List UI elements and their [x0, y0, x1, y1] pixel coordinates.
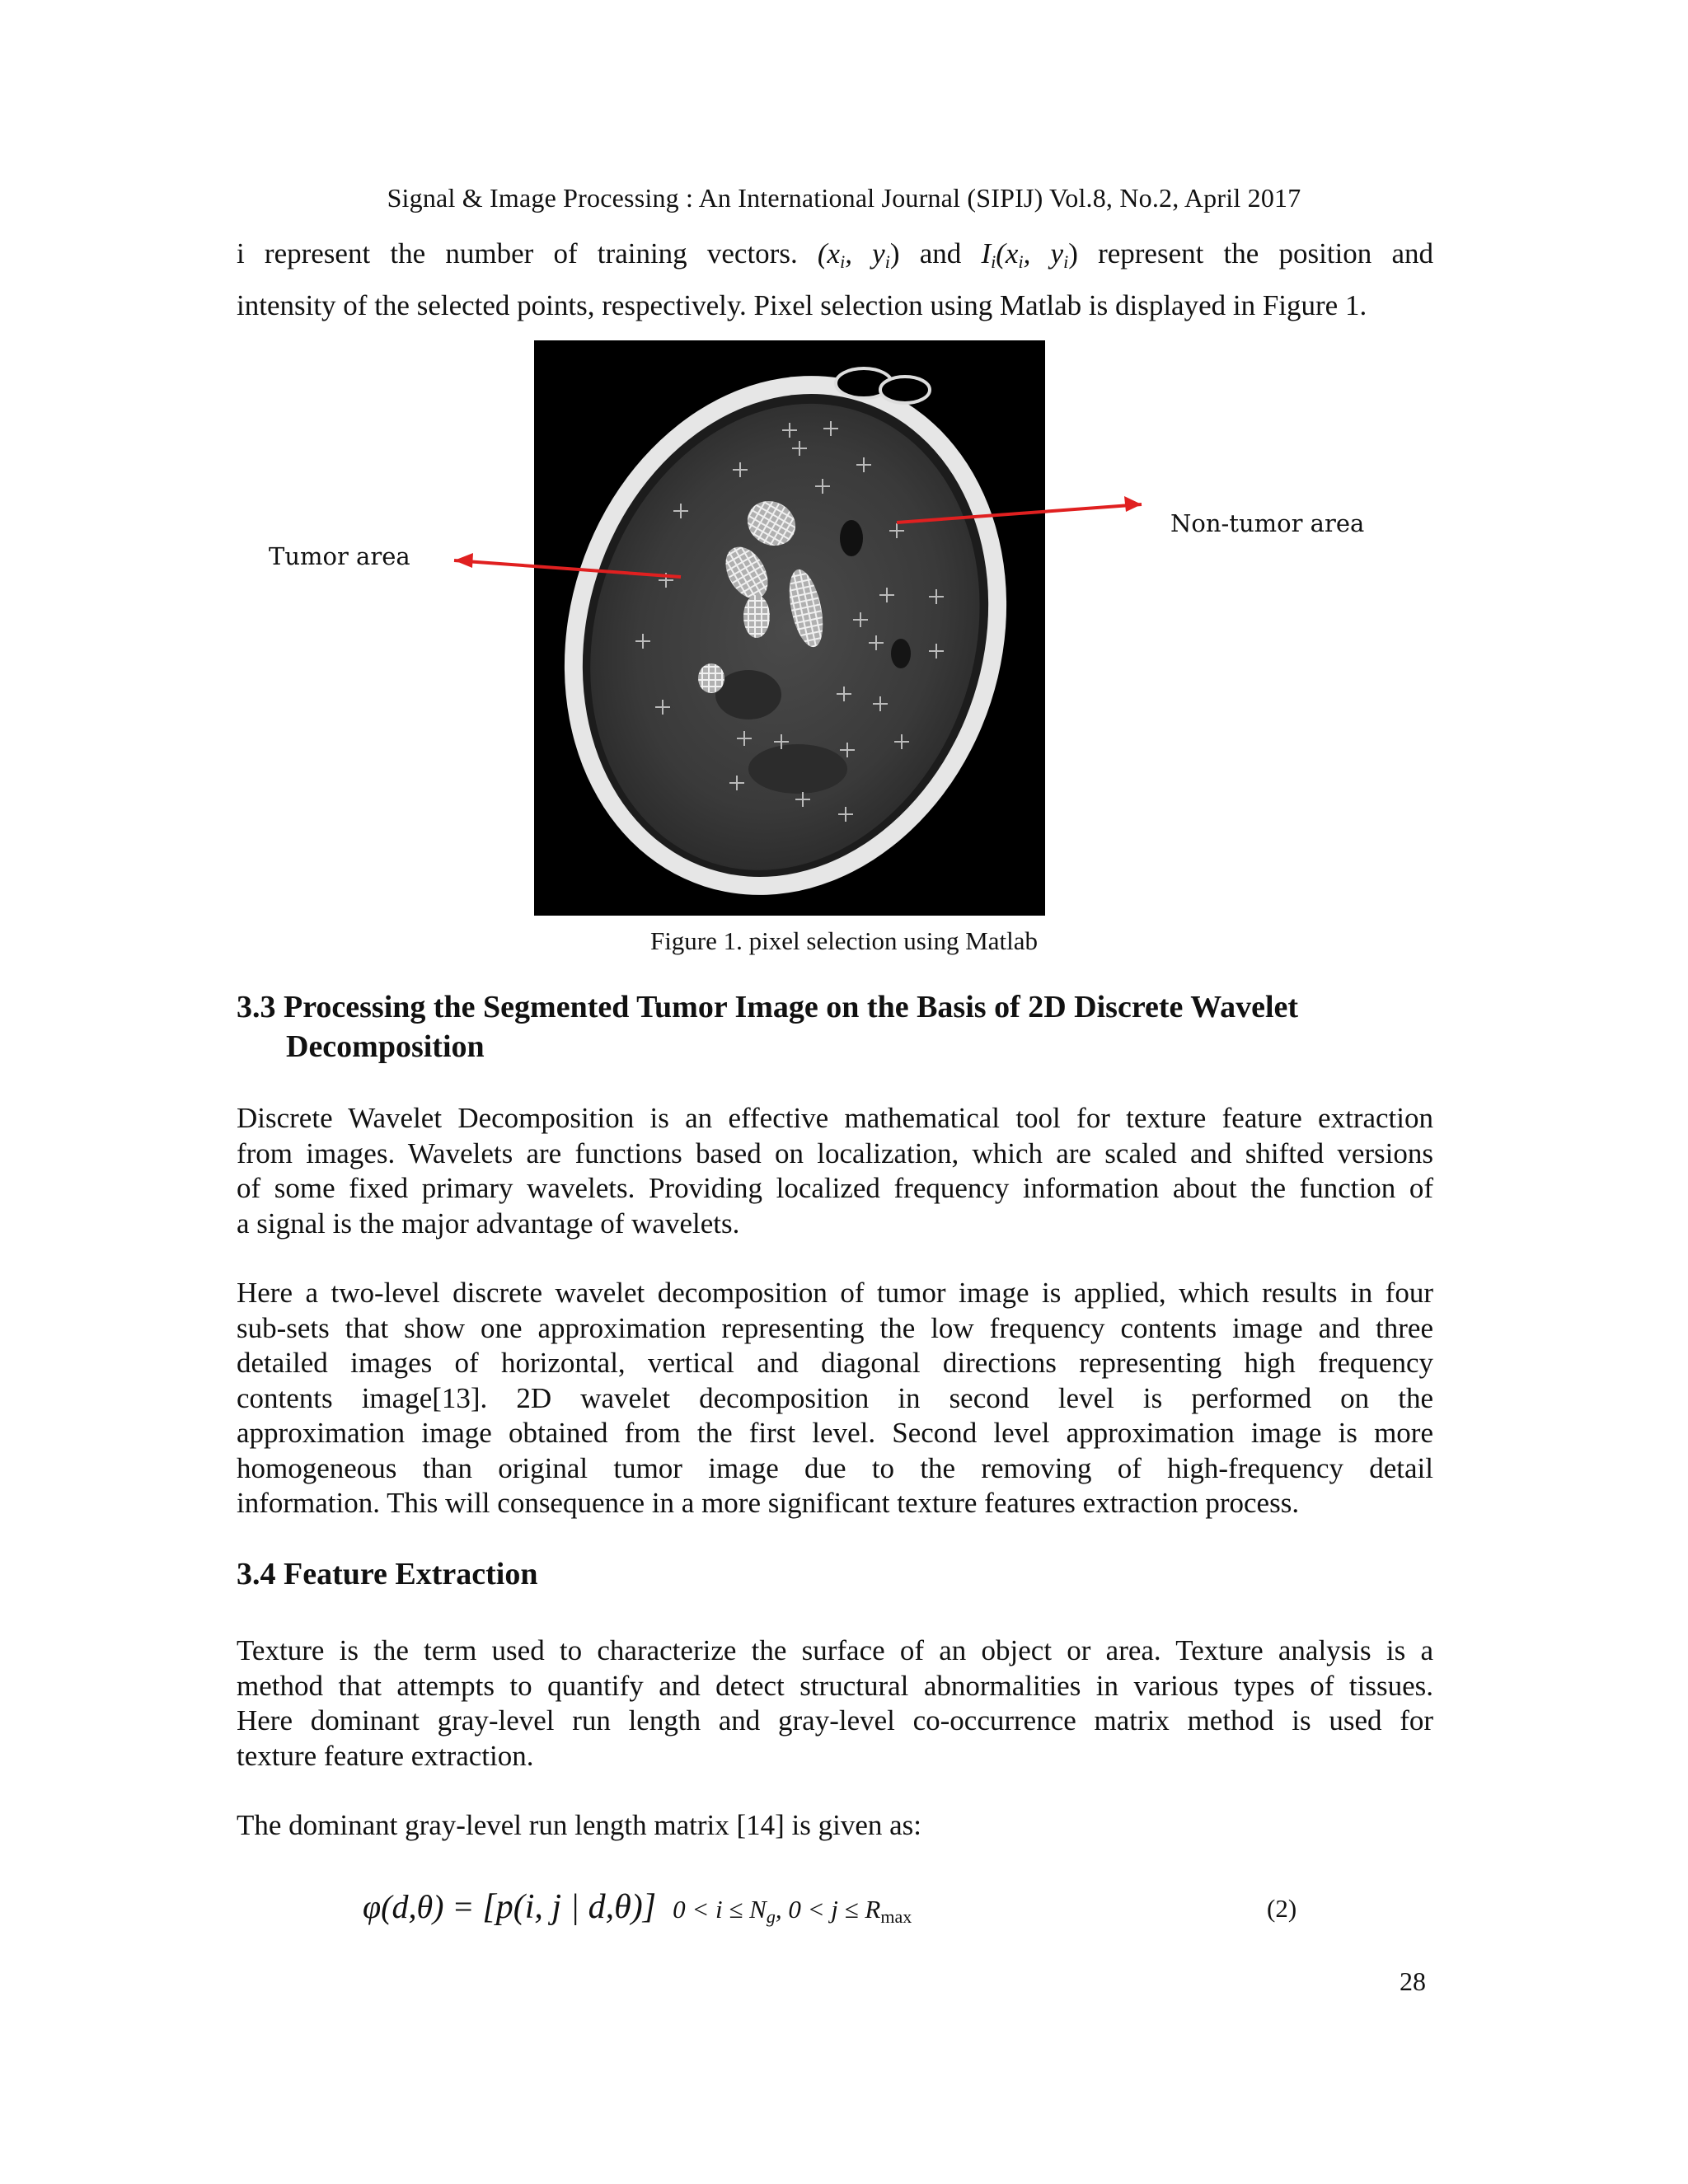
text-line: Discrete Wavelet Decomposition is an effective mathematical tool for texture feature extraction: [237, 1102, 1433, 1134]
running-header: Signal & Image Processing : An International Journal (SIPIJ) Vol.8, No.2, April 2017: [387, 183, 1301, 213]
section-3-3-heading: [237, 987, 1298, 1066]
text-line: Texture is the term used to characterize the surface of an object or area. Texture analysis is a: [237, 1634, 1433, 1666]
figure-caption: Figure 1. pixel selection using Matlab: [649, 926, 1039, 955]
intensity-expression: $I_i(x_i$, $y_i$): [981, 237, 1078, 272]
text-line: detailed images of horizontal, vertical and diagonal directions representing high frequency: [237, 1347, 1433, 1379]
nontumor-arrow-head: [1124, 496, 1142, 512]
equation-2: [363, 1887, 912, 1928]
section-3-3-paragraph-2: [237, 1276, 1433, 1521]
section-3-3-title-line1: 3.3 Processing the Segmented Tumor Image on the Basis of 2D Discrete Wavelet: [237, 990, 1299, 1024]
text-line: approximation image obtained from the first level. Second level approximation image is more: [237, 1417, 1433, 1449]
text-line: a signal is the major advantage of wavelets.: [237, 1207, 740, 1240]
section-3-4-paragraph-1: [237, 1633, 1433, 1774]
text-line: Here a two-level discrete wavelet decomposition of tumor image is applied, which results in four: [237, 1277, 1433, 1309]
nontumor-arrow-line: [897, 504, 1142, 523]
section-3-3-paragraph-1: [237, 1101, 1433, 1241]
equation-lhs: φ(d,θ) =: [363, 1888, 483, 1925]
text-line: The dominant gray-level run length matrix [14] is given as:: [237, 1809, 922, 1841]
intro-text-b: represent the position and: [1098, 237, 1434, 269]
intro-text-a: i represent the number of training vectors.: [237, 237, 798, 269]
non-tumor-area-label: Non-tumor area: [1170, 509, 1365, 537]
text-line: homogeneous than original tumor image due to the removing of high-frequency detail: [237, 1451, 1433, 1484]
section-3-3-title-line2: Decomposition: [286, 1029, 485, 1064]
text-line: sub-sets that show one approximation representing the low frequency contents image and three: [237, 1311, 1433, 1344]
text-line: of some fixed primary wavelets. Providing localized frequency information about the function of: [237, 1172, 1433, 1204]
tumor-arrow-head: [454, 553, 473, 568]
intro-line-2: intensity of the selected points, respectively. Pixel selection using Matlab is displayed in Figure 1.: [237, 288, 1367, 321]
equation-condition: $0 < i \le N_g$, $0 < j \le R_{max}$: [673, 1895, 912, 1927]
page-number: 28: [1400, 1966, 1426, 1996]
text-line: method that attempts to quantify and detect structural abnormalities in various types of tissues.: [237, 1669, 1433, 1702]
section-3-4-heading: 3.4 Feature Extraction: [237, 1557, 538, 1591]
text-line: texture feature extraction.: [237, 1739, 534, 1772]
text-line: from images. Wavelets are functions based on localization, which are scaled and shifted versions: [237, 1137, 1433, 1169]
section-3-4-paragraph-2: [237, 1808, 1433, 1844]
intro-and: and: [919, 237, 962, 269]
coord-expression: ($x_i$, $y_i$): [817, 237, 900, 272]
equation-number: (2): [1267, 1894, 1297, 1923]
text-line: Here dominant gray-level run length and gray-level co-occurrence matrix method is used for: [237, 1704, 1433, 1736]
equation-bracket: [p(i, j | d,θ)]: [482, 1888, 657, 1926]
tumor-arrow-line: [454, 560, 681, 577]
text-line: information. This will consequence in a more significant texture features extraction process.: [237, 1487, 1300, 1519]
tumor-area-label: Tumor area: [269, 542, 410, 570]
text-line: contents image[13]. 2D wavelet decomposition in second level is performed on the: [237, 1381, 1433, 1414]
figure-annotations: [0, 0, 1688, 989]
